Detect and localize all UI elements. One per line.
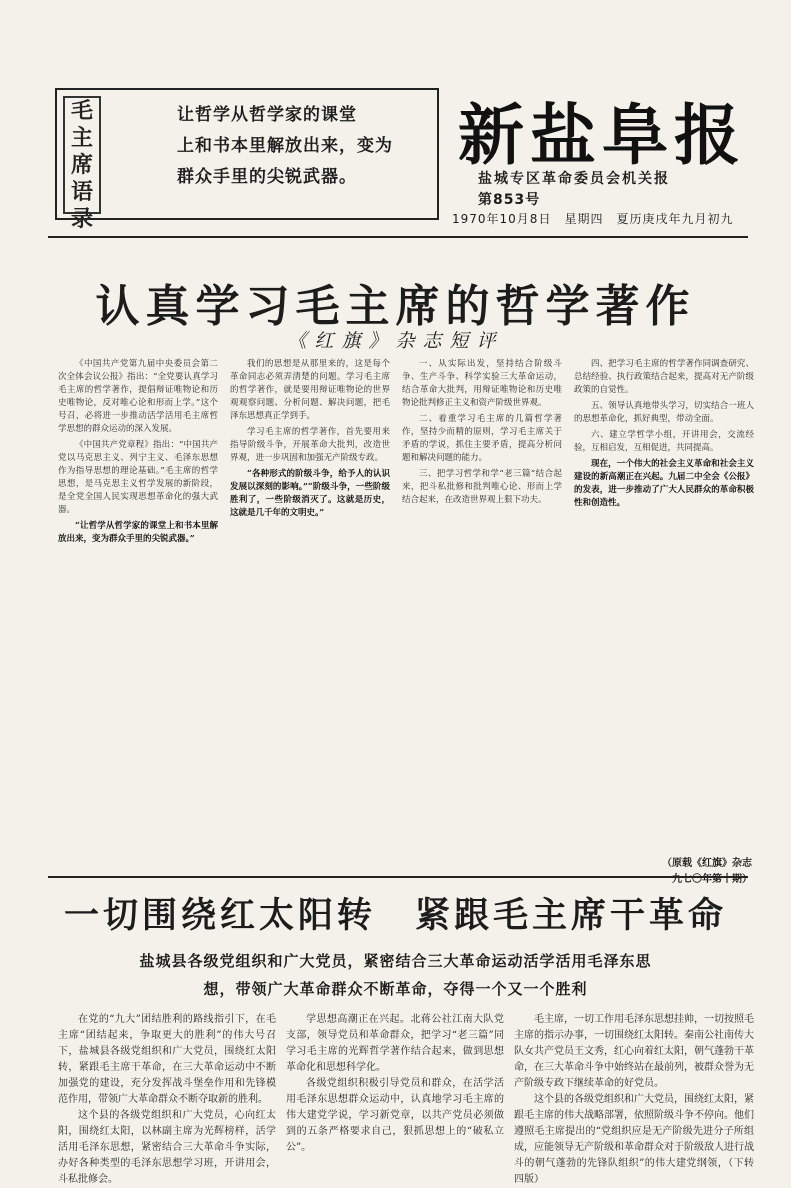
article1-column-4 [574, 358, 754, 848]
emphasis-quote: “各种形式的阶级斗争，给予人的认识发展以深刻的影响。”“阶级斗争，一些阶级胜利了，一些阶级消灭了。这就是历史，这就是几千年的文明史。” [230, 469, 390, 518]
article-headline: 认真学习毛主席的哲学著作 [95, 281, 696, 332]
article-subtitle: 《红旗》杂志短评 [287, 330, 504, 352]
newspaper-title: 新盐阜报 [458, 96, 746, 174]
dateline: 1970年10月8日 星期四 夏历庚戌年九月初九 [452, 212, 734, 226]
article1-column-2 [230, 358, 390, 858]
paragraph [58, 520, 218, 546]
quotation-line: 群众手里的尖锐武器。 [177, 167, 357, 187]
quotation-side-char: 席 [70, 152, 93, 178]
article2-deck-line: 盐城县各级党组织和广大党员，紧密结合三大革命运动活学活用毛泽东思 [139, 952, 652, 970]
header-rule [48, 236, 748, 238]
paragraph: 《中国共产党章程》指出：“中国共产党以马克思主义、列宁主义、毛泽东思想作为指导思想的理论基础。”毛主席的哲学思想，是马克思主义哲学发展的新阶段，是全党全国人民实现思想革命化的强大武器。 [58, 440, 218, 515]
quotation-side-label [63, 96, 101, 232]
emphasis-quote: “让哲学从哲学家的课堂上和书本里解放出来，变为群众手里的尖锐武器。” [58, 521, 218, 544]
paragraph: 我们的思想是从那里来的，这是每个革命同志必须弄清楚的问题。学习毛主席的哲学著作，就是要用辩证唯物论的世界观观察问题、分析问题、解决问题，把毛泽东思想真正学到手。 [230, 359, 390, 421]
source-credit-line: 一九七〇年第十期） [662, 874, 752, 885]
paragraph: 五、领导认真地带头学习，切实结合一班人的思想革命化，抓好典型，带动全面。 [574, 401, 754, 424]
paragraph [574, 458, 754, 510]
article2-column-1 [58, 1012, 276, 1185]
issue-number: 第853号 [478, 192, 541, 208]
paragraph: 一、从实际出发，坚持结合阶级斗争、生产斗争、科学实验三大革命运动，结合革命大批判，用辩证唯物论和历史唯物论批判修正主义和资产阶级世界观。 [402, 359, 562, 408]
article2-deck-line: 想，带领广大革命群众不断革命，夺得一个又一个胜利 [203, 980, 588, 998]
paragraph: 二、着重学习毛主席的几篇哲学著作，坚持少而精的原则，学习毛主席关于矛盾的学说，抓住主要矛盾，提高分析问题和解决问题的能力。 [402, 414, 562, 463]
quotation-box [55, 88, 439, 232]
section-rule [48, 876, 748, 878]
paragraph: 在党的“九大”团结胜利的路线指引下，在毛主席“团结起来，争取更大的胜利”的伟大号召下，盐城县各级党组织和广大党员，围绕红太阳转，紧跟毛主席干革命，在三大革命运动中不断加强党的建设，充分发挥战斗堡垒作用和先锋模范作用，带领广大革命群众不断夺取新的胜利。 [58, 1014, 276, 1105]
article1-column-3 [402, 358, 562, 858]
paragraph: 这个县的各级党组织和广大党员，围绕红太阳，紧跟毛主席的伟大战略部署，依照阶级斗争不停向。他们遵照毛主席提出的“党组织应是无产阶级先进分子所组成，应能领导无产阶级和革命群众对于阶级敌人进行战斗的朝气蓬勃的先锋队组织”的伟大建党纲领，（下转四版） [514, 1094, 754, 1185]
quotation-line: 上和书本里解放出来，变为 [177, 136, 393, 156]
paragraph [230, 468, 390, 520]
article2-headline: 一切围绕红太阳转 紧跟毛主席干革命 [63, 896, 727, 936]
source-credit [582, 856, 752, 888]
quotation-side-char: 录 [70, 206, 93, 232]
paragraph: 《中国共产党第九届中央委员会第二次全体会议公报》指出：“全党要认真学习毛主席的哲学著作，提倡辩证唯物论和历史唯物论，反对唯心论和形而上学。”这个号召，必将进一步推动活学活用毛主席哲学思想的群众运动的深入发展。 [58, 359, 218, 434]
paragraph: 各级党组织积极引导党员和群众，在活学活用毛泽东思想群众运动中，认真地学习毛主席的伟大建党学说，学习新党章，以共产党员必须做到的五条严格要求自己，狠抓思想上的“破私立公”。 [286, 1078, 504, 1153]
quotation-side-char: 语 [70, 179, 93, 205]
article1-column-1 [58, 358, 218, 858]
paragraph: 学习毛主席的哲学著作，首先要用来指导阶级斗争，开展革命大批判，改造世界观，进一步巩固和加强无产阶级专政。 [230, 427, 390, 463]
quotation-side-char: 主 [70, 125, 93, 151]
article2-column-2 [286, 1012, 504, 1152]
emphasis-paragraph: 现在，一个伟大的社会主义革命和社会主义建设的新高潮正在兴起。九届二中全会《公报》的发表，进一步推动了广大人民群众的革命积极性和创造性。 [574, 459, 754, 508]
paragraph: 四、把学习毛主席的哲学著作同调查研究、总结经验、执行政策结合起来，提高对无产阶级政策的自觉性。 [574, 359, 754, 395]
paragraph: 毛主席，一切工作用毛泽东思想挂帅，一切按照毛主席的指示办事，一切围绕红太阳转。秦南公社南传大队女共产党员王文秀，红心向着红太阳，朝气蓬勃干革命，在三大革命斗争中始终站在最前列，被群众誉为无产阶级专政下继续革命的好党员。 [514, 1014, 754, 1089]
paragraph: 六、建立学哲学小组，开讲用会，交流经验，互相启发，互相促进，共同提高。 [574, 430, 754, 453]
paragraph: 三、把学习哲学和学“老三篇”结合起来，把斗私批修和批判唯心论、形而上学结合起来，在改造世界观上狠下功夫。 [402, 469, 562, 505]
source-credit-line: （原载《红旗》杂志 [662, 858, 752, 869]
quotation-text [177, 100, 427, 193]
quotation-line: 让哲学从哲学家的课堂 [177, 105, 357, 125]
paragraph: 这个县的各级党组织和广大党员，心向红太阳，围绕红太阳，以林副主席为光辉榜样，活学活用毛泽东思想，紧密结合三大革命斗争实际，办好各种类型的毛泽东思想学习班，开讲用会，斗私批修会。 [58, 1110, 276, 1185]
publisher-line: 盐城专区革命委员会机关报 [478, 171, 670, 187]
article2-column-3 [514, 1012, 754, 1185]
paragraph: 学思想高潮正在兴起。北蒋公社江南大队党支部，领导党员和革命群众，把学习“老三篇”同学习毛主席的光辉哲学著作结合起来，做到思想革命化和思想科学化。 [286, 1014, 504, 1073]
quotation-side-char: 毛 [70, 98, 93, 124]
